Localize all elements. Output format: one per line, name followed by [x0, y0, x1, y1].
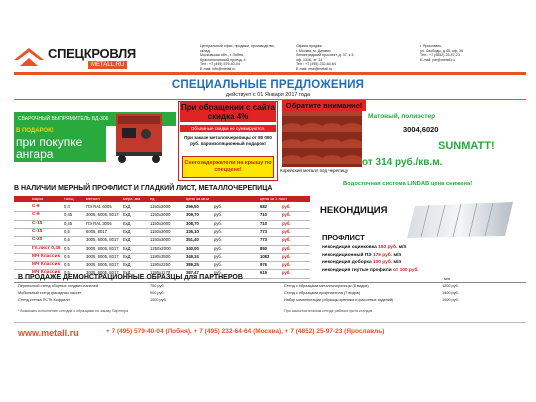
- table-cell: ЕкД: [123, 220, 131, 226]
- discount-note: Объемные скидки не суммируются.: [180, 125, 276, 132]
- lindab-offer: Водосточная система LINDAB цена снижена!: [343, 181, 473, 187]
- table-row: [14, 236, 310, 244]
- nekond-unit: м/п: [393, 260, 402, 265]
- table-cell: 340,00: [186, 245, 199, 251]
- table-cell: 682: [260, 204, 267, 209]
- table-row: [14, 253, 310, 261]
- office-yaroslavl: г. Ярославль, ул. Свободы, д.45, оф. 36 Тел.: +7 (4852) 25-97-23 E-mail: yar@metall.ru: [420, 44, 463, 62]
- table-cell: 3005, 6005, 8017: [86, 245, 119, 251]
- table-cell: ЕкД: [123, 245, 131, 251]
- nekond-price: от 100 руб.: [393, 267, 419, 273]
- demo-price: 1200 руб.: [442, 284, 459, 288]
- tile-caption: Корейский металл под черепицу: [280, 168, 348, 173]
- table-cell: ЕкД: [123, 262, 131, 268]
- table-cell: ЕкД: [123, 212, 131, 218]
- table-cell: 1150x2000: [150, 204, 171, 209]
- demo-price: 1000 руб.: [442, 298, 459, 302]
- company-logo[interactable]: [14, 44, 134, 70]
- table-cell: 3005, 6005, 8017: [86, 212, 119, 218]
- table-cell: 615: [260, 270, 267, 276]
- office-main: Центральный офис, продажи, производство, склад: Московская обл., г. Лобня, Краснополянский проезд, 4 Тел.: +7 (495) 579-40-04 E-mail: info@metall.ru: [200, 44, 275, 71]
- table-cell: 0,45: [64, 220, 73, 226]
- table-cell: руб.: [282, 245, 291, 251]
- roof-logo-icon: [14, 46, 44, 68]
- demo-unit: м/п: [444, 276, 451, 281]
- table-row: [14, 261, 310, 269]
- table-cell: 0,5: [64, 245, 70, 251]
- table-cell: МЧ Классик: [32, 270, 61, 276]
- stock-title: В НАЛИЧИИ МЕРНЫЙ ПРОФЛИСТ И ГЛАДКИЙ ЛИСТ, МЕТАЛЛОЧЕРЕПИЦА: [14, 185, 273, 192]
- table-cell: 773: [260, 237, 267, 243]
- demo-price: 1000 руб.: [150, 298, 167, 302]
- table-cell: 349,34: [186, 253, 199, 259]
- table-cell: руб.: [214, 262, 222, 268]
- table-cell: руб.: [214, 204, 222, 209]
- title-divider: [14, 99, 526, 100]
- demo-item: Набор комплектации (образцы крепежа и фасонных изделий): [284, 298, 394, 302]
- tile-brand: SUNMATT!: [438, 140, 495, 152]
- table-cell: 3005, 6005, 8017: [86, 253, 119, 259]
- col-header: цена за кв.м: [186, 196, 209, 201]
- table-cell: 710: [260, 220, 267, 226]
- nekond-text: некондиция доборка: [322, 260, 372, 265]
- table-cell: руб.: [214, 220, 222, 226]
- table-cell: 1180x1170: [150, 270, 171, 276]
- table-cell: руб.: [214, 212, 222, 218]
- table-cell: 710: [260, 212, 267, 218]
- table-cell: руб.: [282, 262, 291, 268]
- demo-note-right: При самостоятельном стенде рабочие фото стендов: [284, 309, 373, 313]
- demo-item: Стенд стенка ПСТК Кофрили: [18, 298, 70, 302]
- table-cell: руб.: [282, 237, 291, 243]
- table-cell: 308,70: [186, 220, 199, 226]
- nekond-line: [322, 245, 406, 250]
- demo-price: 1500 руб.: [442, 291, 459, 295]
- demo-price: 750 руб.: [150, 284, 165, 288]
- office-moscow: Офисы продаж: г. Москва, м. Динамо, Ленинградский проспект, д. 37, к.3, оф. 131Б, эт. 14 Тел.: +7 (495) 232-64-64 E-mail: msk@metall.ru: [296, 44, 355, 71]
- table-cell: 3005, 6005, 8017: [86, 270, 119, 276]
- roof-tile-image: [282, 102, 362, 167]
- page-title: СПЕЦИАЛЬНЫЕ ПРЕДЛОЖЕНИЯ: [171, 79, 365, 91]
- table-cell: руб.: [214, 228, 222, 234]
- table-cell: 3005, 6005, 8017: [86, 262, 119, 268]
- snow-offer: Снегозадержатели на крышу по спеццене!: [182, 156, 274, 178]
- table-cell: С-15: [32, 220, 43, 226]
- nekond-text: некондиция оцинковка: [322, 245, 377, 250]
- table-cell: МЧ Классик: [32, 253, 61, 259]
- tile-price: от 314 руб./кв.м.: [362, 157, 443, 168]
- demo-note: * Возможно исполнение стендов с образцами по заказу Партнера: [18, 309, 129, 313]
- discount-title: При обращении с сайта скидка 4%: [181, 103, 275, 121]
- nekond-unit: м/п: [393, 252, 402, 258]
- table-cell: 309,70: [186, 212, 199, 218]
- table-cell: руб.: [282, 204, 291, 209]
- table-cell: руб.: [282, 228, 291, 234]
- demo-item: Переносной стенд сборных сэндвич-панелей: [18, 284, 98, 288]
- table-cell: С-15: [32, 228, 43, 234]
- header-divider: [14, 72, 526, 75]
- table-cell: ПЭ RAL 6005: [86, 204, 112, 209]
- welding-name: СВАРОЧНЫЙ ВЫПРЯМИТЕЛЬ ВД-306: [14, 112, 176, 126]
- table-cell: ЕкД: [123, 270, 131, 276]
- table-cell: руб.: [214, 270, 222, 276]
- demo-item: Стенд с образцами металлочерепицы (5 видов): [284, 284, 369, 288]
- table-cell: 0,5: [64, 253, 70, 259]
- table-cell: 1150x2000: [150, 212, 171, 218]
- table-cell: 1180x2250: [150, 262, 171, 268]
- table-cell: 0,45: [64, 212, 73, 218]
- table-cell: 389,25: [186, 262, 199, 268]
- profile-title: ПРОФЛИСТ: [322, 233, 365, 242]
- nekond-line: [322, 260, 401, 265]
- table-cell: 336,10: [186, 228, 199, 234]
- table-row: [14, 220, 310, 228]
- col-header: толщ: [64, 196, 74, 201]
- gift-label: В ПОДАРОК!: [16, 128, 54, 134]
- table-cell: 0,5: [64, 237, 70, 243]
- attention-label: Обратите внимание!: [282, 100, 366, 111]
- tile-codes: 3004,6020: [403, 125, 439, 134]
- footer-divider: [14, 322, 526, 323]
- table-cell: руб.: [282, 212, 291, 218]
- nekond-price: 100 руб.: [372, 260, 393, 265]
- table-cell: 1083: [260, 253, 270, 259]
- table-cell: 0,4: [64, 204, 70, 209]
- table-row: [14, 245, 310, 253]
- table-cell: руб.: [214, 245, 222, 251]
- table-cell: руб.: [214, 237, 222, 243]
- profile-sheet-image: [405, 200, 515, 240]
- nekond-text: некондиция гнутые профили: [322, 267, 392, 273]
- table-row: [14, 228, 310, 236]
- table-cell: С-20: [32, 237, 43, 243]
- phone-numbers: + 7 (495) 579-40-04 (Лобня), + 7 (495) 232-64-64 (Москва), + 7 (4852) 25-97-23 (Ярославль): [106, 328, 385, 335]
- table-cell: ЕкД: [123, 237, 131, 243]
- nekond-price: 175 руб.: [372, 252, 393, 258]
- logo-sub: METALL.RU: [88, 61, 127, 69]
- table-cell: руб.: [282, 220, 291, 226]
- table-cell: 387,47: [186, 270, 199, 276]
- table-cell: ЕкД: [123, 228, 131, 234]
- col-header: металл: [86, 196, 100, 201]
- nekond-line: [322, 268, 419, 273]
- table-cell: 976: [260, 262, 267, 268]
- demo-item: Мобильный стенд фасадных кассет: [18, 291, 82, 295]
- demo-item: Стенд с образцами профнастила (7 видов): [284, 291, 361, 295]
- demo-price: 900 руб.: [150, 291, 165, 295]
- table-cell: Гл.лист 0,45: [32, 245, 61, 251]
- table-row: [14, 203, 310, 211]
- table-header: [14, 196, 310, 202]
- table-cell: ЕкД: [123, 204, 131, 209]
- nekond-unit: м/п: [398, 245, 407, 250]
- table-cell: 1150x2000: [150, 228, 171, 234]
- table-cell: 850: [260, 245, 267, 251]
- col-header: ед: [150, 196, 155, 201]
- nekond-text: некондиционный ПЭ: [322, 252, 372, 258]
- valid-from: действует с 01 Января 2017 года: [225, 92, 311, 98]
- col-header: цена за 1 лист: [260, 196, 287, 201]
- table-cell: 3005, 6005, 8017: [86, 237, 119, 243]
- table-cell: С-8: [32, 204, 40, 209]
- table-cell: С-8: [32, 212, 40, 218]
- logo-name: СПЕЦКРОВЛЯ: [48, 46, 136, 61]
- table-cell: ЕкД: [123, 253, 131, 259]
- col-header: мера, мм: [123, 196, 141, 201]
- table-cell: 0,5: [64, 270, 70, 276]
- welding-machine-image: [106, 104, 172, 164]
- table-cell: МЧ Классик: [32, 262, 61, 268]
- nekond-price: 150 руб.: [378, 245, 398, 250]
- table-cell: 1150x2000: [150, 237, 171, 243]
- table-cell: руб.: [214, 253, 222, 259]
- nekond-title: НЕКОНДИЦИЯ: [320, 205, 388, 216]
- table-cell: ПЭ RAL 3005: [86, 220, 112, 226]
- table-cell: 0,5: [64, 228, 70, 234]
- table-cell: 6005, 8017: [86, 228, 107, 234]
- site-link[interactable]: www.metall.ru: [18, 328, 79, 338]
- table-cell: 1150x2000: [150, 220, 171, 226]
- tile-material: Матовый, полиэстер: [368, 113, 436, 120]
- col-header: марка: [32, 196, 44, 201]
- table-cell: 1250x2000: [150, 245, 171, 251]
- demo-title: В ПРОДАЖЕ ДЕМОНСТРАЦИОННЫЕ ОБРАЗЦЫ для ПАРТНЕРОВ: [18, 274, 243, 281]
- table-cell: 773: [260, 228, 267, 234]
- table-cell: 296,50: [186, 204, 199, 209]
- discount-bonus: При заказе металлочерепицы от 80 000 руб. пароизоляционный подарок!: [184, 135, 272, 146]
- table-cell: 1180x3500: [150, 253, 171, 259]
- table-row: [14, 211, 310, 219]
- table-cell: руб.: [282, 270, 291, 276]
- table-cell: 351,40: [186, 237, 199, 243]
- table-cell: руб.: [282, 253, 291, 259]
- gift-text: при покупке ангара: [16, 135, 83, 161]
- nekond-line: [322, 253, 401, 258]
- table-cell: 0,5: [64, 262, 70, 268]
